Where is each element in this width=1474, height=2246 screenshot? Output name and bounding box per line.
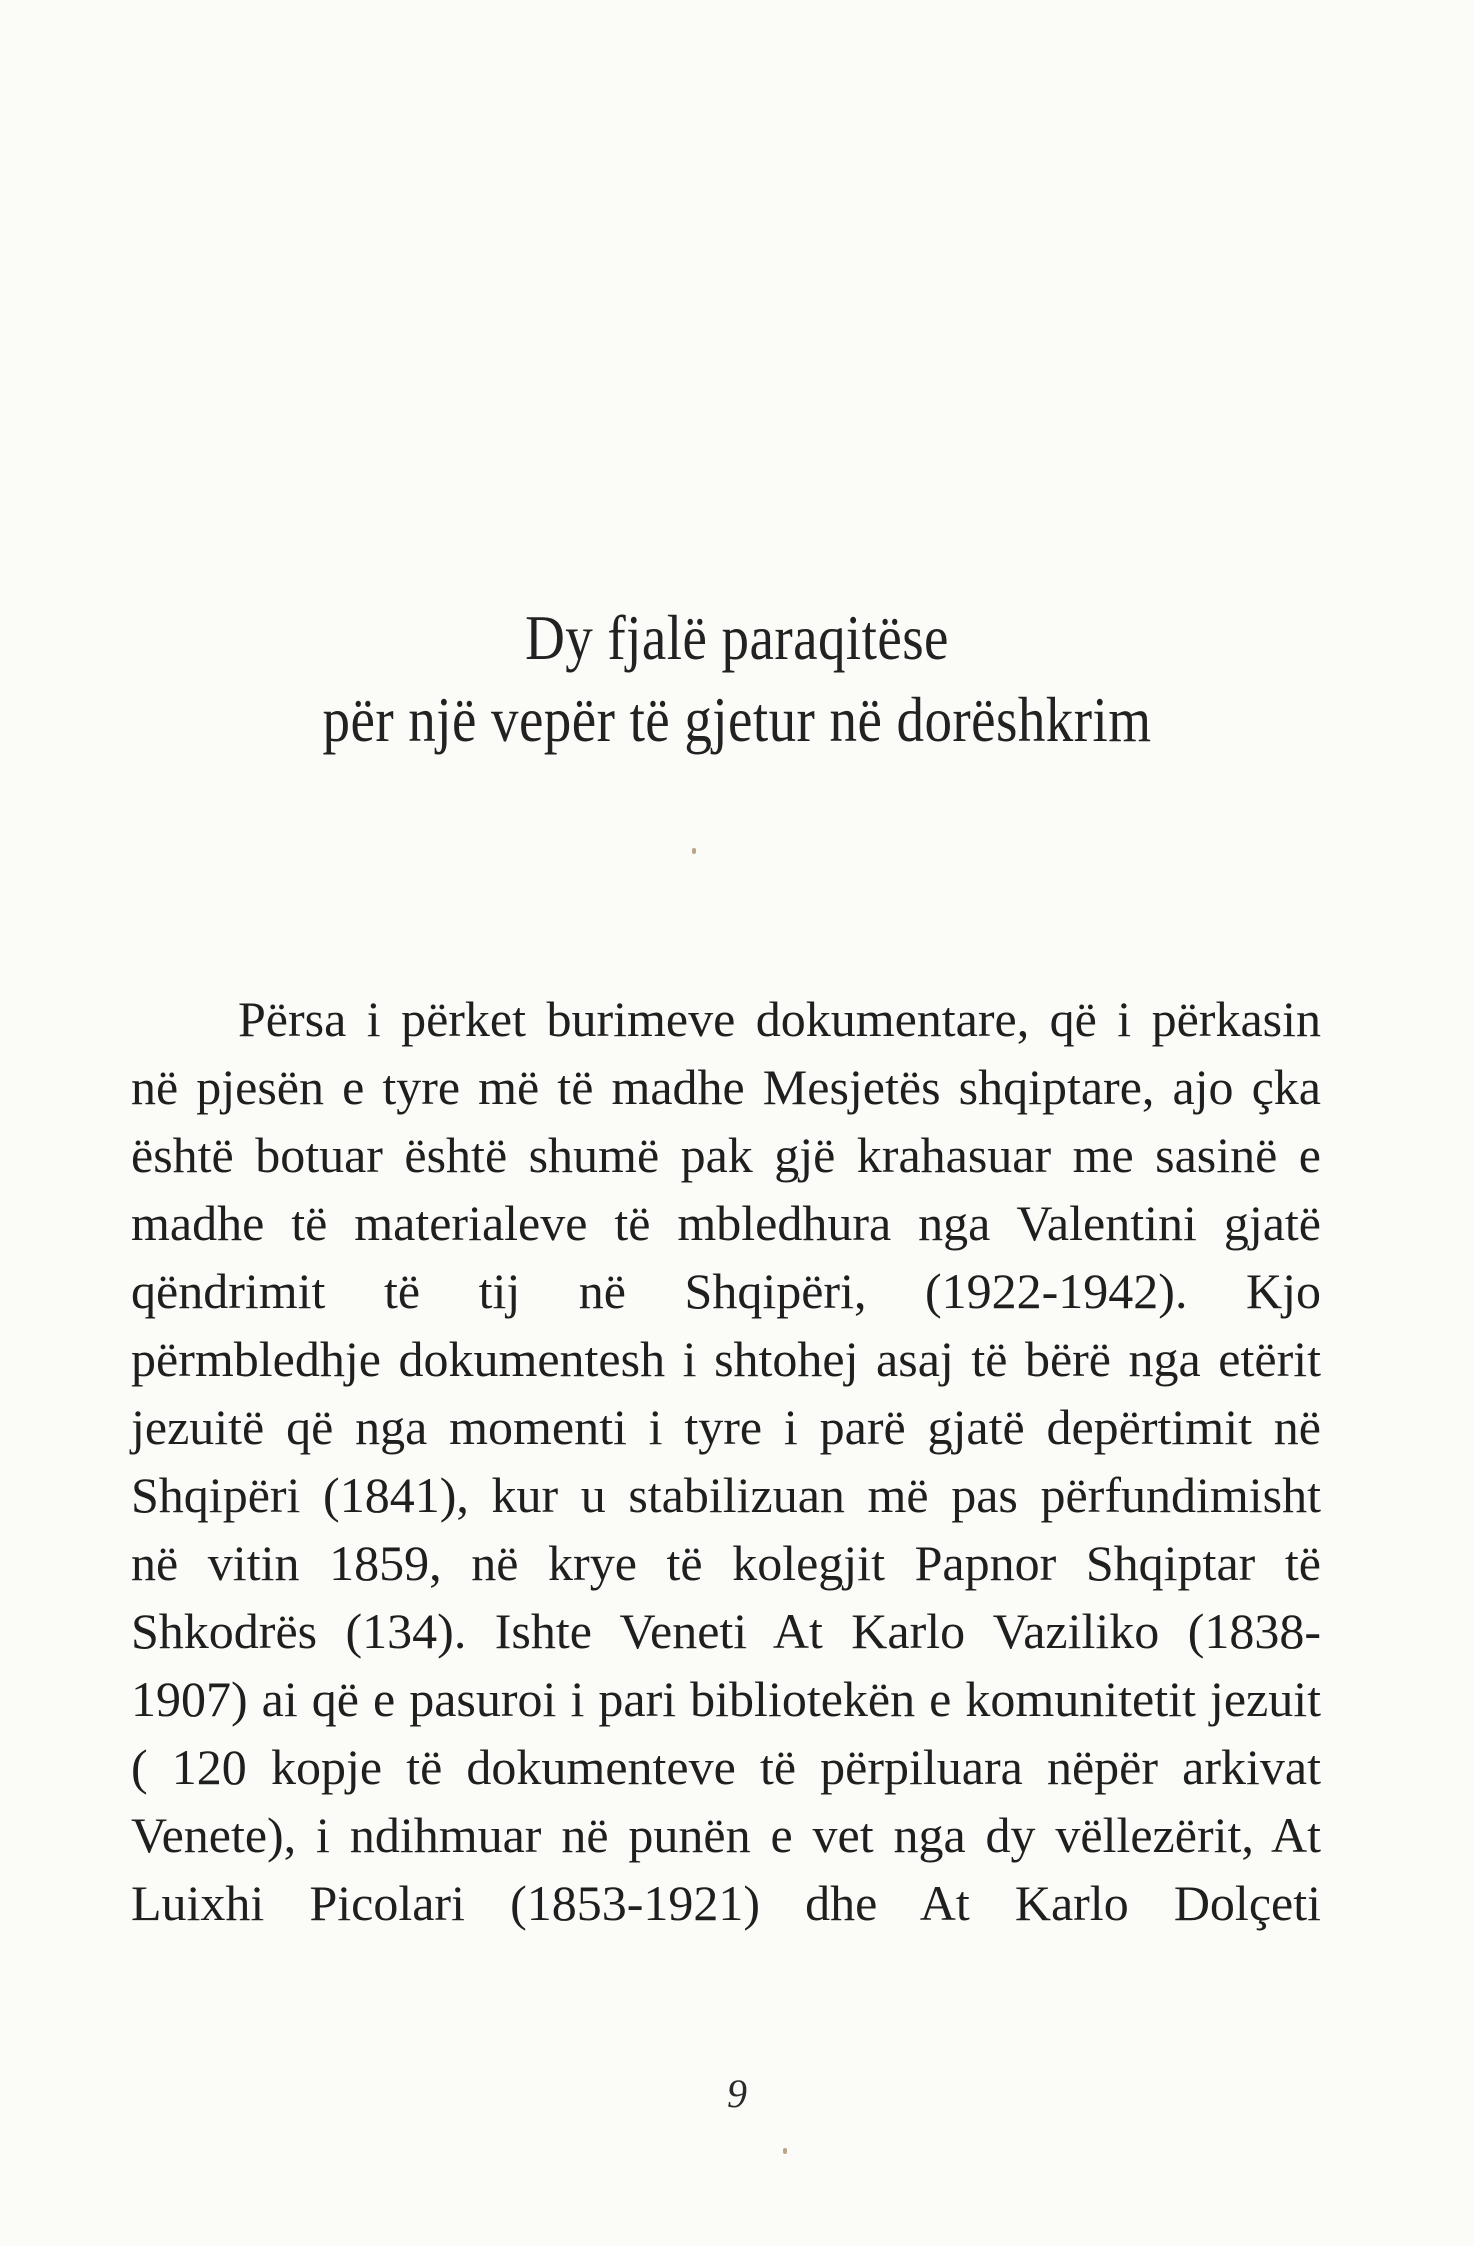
body-paragraph [131,985,1321,1937]
body-line: Shqipëri (1841), kur u stabilizuan më pas përfundimisht [131,1467,1321,1523]
body-line: 1907) ai që e pasuroi i pari bibliotekën e komunitetit jezuit [131,1671,1321,1727]
body-line: Shkodrës (134). Ishte Veneti At Karlo Vaziliko (1838- [131,1603,1321,1659]
paper-speck [783,2148,787,2154]
body-line: qëndrimit të tij në Shqipëri, (1922-1942). Kjo [131,1263,1321,1319]
chapter-title-line-2: për një vepër të gjetur në dorëshkrim [322,684,1152,755]
body-line: ( 120 kopje të dokumenteve të përpiluara nëpër arkivat [131,1739,1321,1795]
body-line: Venete), i ndihmuar në punën e vet nga dy vëllezërit, At [131,1807,1321,1863]
body-line: përmbledhje dokumentesh i shtohej asaj të bërë nga etërit [131,1331,1321,1387]
chapter-title [103,597,1371,761]
body-line: në vitin 1859, në krye të kolegjit Papnor Shqiptar të [131,1535,1321,1591]
body-line: në pjesën e tyre më të madhe Mesjetës shqiptare, ajo çka [131,1059,1321,1115]
body-line: Luixhi Picolari (1853-1921) dhe At Karlo Dolçeti [131,1875,1321,1931]
page-number: 9 [727,2071,747,2116]
body-line: madhe të materialeve të mbledhura nga Valentini gjatë [131,1195,1321,1251]
paper-speck [692,848,696,854]
body-line: është botuar është shumë pak gjë krahasuar me sasinë e [131,1127,1321,1183]
body-line: jezuitë që nga momenti i tyre i parë gjatë depërtimit në [131,1399,1321,1455]
body-line: Përsa i përket burimeve dokumentare, që i përkasin [238,991,1321,1047]
chapter-title-line-1: Dy fjalë paraqitëse [525,602,949,673]
